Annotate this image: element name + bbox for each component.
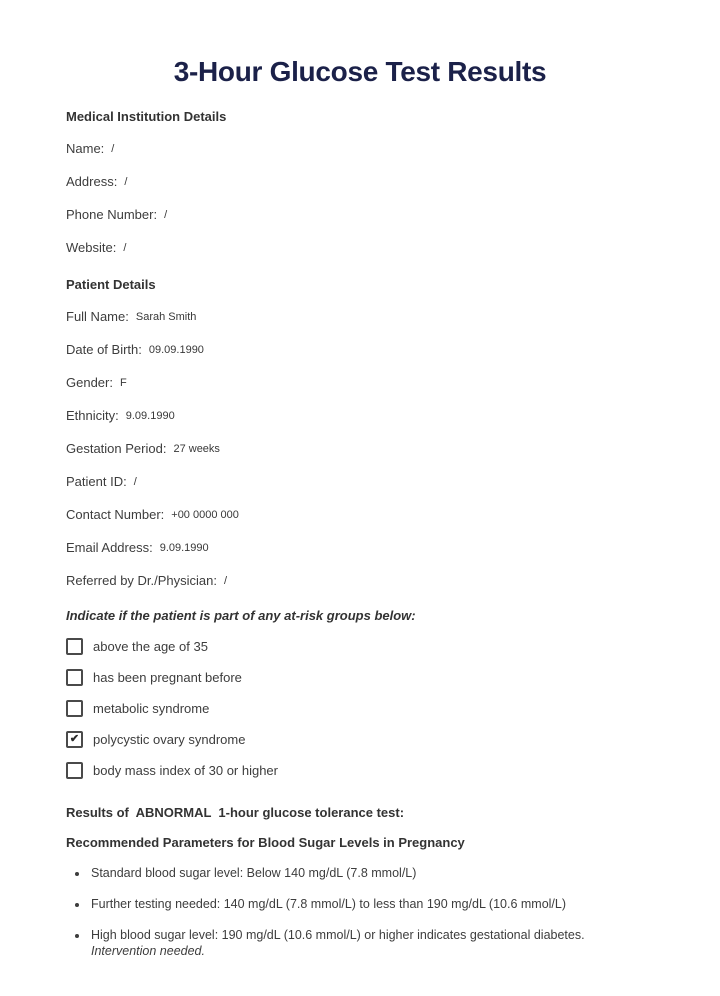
field-label: Email Address:: [66, 540, 153, 555]
patient-section-heading: Patient Details: [66, 277, 156, 292]
field-value: /: [224, 575, 228, 587]
recommended-parameters-heading: Recommended Parameters for Blood Sugar Levels in Pregnancy: [66, 835, 465, 850]
field-label: Gestation Period:: [66, 441, 167, 456]
field-row-date-of-birth: [66, 343, 654, 358]
list-item: [89, 896, 654, 912]
parameters-list: [66, 865, 654, 959]
field-value: Sarah Smith: [135, 311, 197, 323]
field-label: Ethnicity:: [66, 408, 119, 423]
field-value: /: [123, 242, 127, 254]
field-row-email-address: [66, 541, 654, 556]
results-heading: Results of ABNORMAL 1-hour glucose tolerance test:: [66, 805, 405, 820]
field-row-gender: [66, 376, 654, 391]
field-row-ethnicity: [66, 409, 654, 424]
field-value: F: [119, 377, 127, 389]
risk-option-label: has been pregnant before: [93, 669, 242, 685]
field-row-institution-phone: [66, 208, 654, 223]
field-label: Gender:: [66, 375, 113, 390]
page-title: 3-Hour Glucose Test Results: [173, 56, 547, 87]
field-label: Address:: [66, 174, 118, 189]
institution-section-heading: Medical Institution Details: [66, 109, 227, 124]
bullet-text: High blood sugar level: 190 mg/dL (10.6 mmol/L) or higher indicates gestational diabetes.: [91, 928, 585, 942]
field-row-institution-address: [66, 175, 654, 190]
checkbox-icon[interactable]: [66, 669, 83, 686]
field-label: Patient ID:: [66, 474, 127, 489]
field-label: Name:: [66, 141, 105, 156]
checkbox-icon[interactable]: [66, 638, 83, 655]
field-row-contact-number: [66, 508, 654, 523]
risk-option-label: body mass index of 30 or higher: [93, 762, 278, 778]
field-row-gestation-period: [66, 442, 654, 457]
list-item: [89, 865, 654, 881]
bullet-text: Standard blood sugar level: Below 140 mg/dL (7.8 mmol/L): [91, 866, 417, 880]
risk-option-polycystic-ovary[interactable]: [66, 731, 654, 747]
field-row-patient-id: [66, 475, 654, 490]
risk-option-label: polycystic ovary syndrome: [93, 731, 246, 747]
field-row-institution-name: [66, 142, 654, 157]
field-label: Full Name:: [66, 309, 129, 324]
field-value: 09.09.1990: [148, 344, 204, 356]
field-row-referred-by: [66, 574, 654, 589]
field-value: /: [133, 476, 137, 488]
field-label: Phone Number:: [66, 207, 158, 222]
list-item: [89, 927, 654, 959]
field-label: Contact Number:: [66, 507, 165, 522]
risk-groups-prompt: Indicate if the patient is part of any at-risk groups below:: [66, 608, 416, 623]
risk-option-bmi-30[interactable]: [66, 762, 654, 778]
risk-option-metabolic-syndrome[interactable]: [66, 700, 654, 716]
bullet-text: Further testing needed: 140 mg/dL (7.8 mmol/L) to less than 190 mg/dL (10.6 mmol/L): [91, 897, 567, 911]
field-value: 27 weeks: [173, 443, 220, 455]
checkbox-icon[interactable]: [66, 700, 83, 717]
checkbox-checked-icon[interactable]: ✔: [66, 731, 83, 748]
field-row-full-name: [66, 310, 654, 325]
bullet-note: Intervention needed.: [91, 944, 205, 958]
field-value: /: [124, 176, 128, 188]
field-label: Website:: [66, 240, 117, 255]
field-value: 9.09.1990: [125, 410, 175, 422]
risk-option-label: metabolic syndrome: [93, 700, 210, 716]
field-label: Referred by Dr./Physician:: [66, 573, 218, 588]
field-value: /: [111, 143, 115, 155]
checkbox-icon[interactable]: [66, 762, 83, 779]
field-value: +00 0000 000: [171, 509, 239, 521]
field-value: /: [164, 209, 168, 221]
risk-option-above-35[interactable]: [66, 638, 654, 654]
field-row-institution-website: [66, 241, 654, 256]
risk-option-label: above the age of 35: [93, 638, 208, 654]
risk-option-pregnant-before[interactable]: [66, 669, 654, 685]
field-value: 9.09.1990: [159, 542, 209, 554]
field-label: Date of Birth:: [66, 342, 142, 357]
